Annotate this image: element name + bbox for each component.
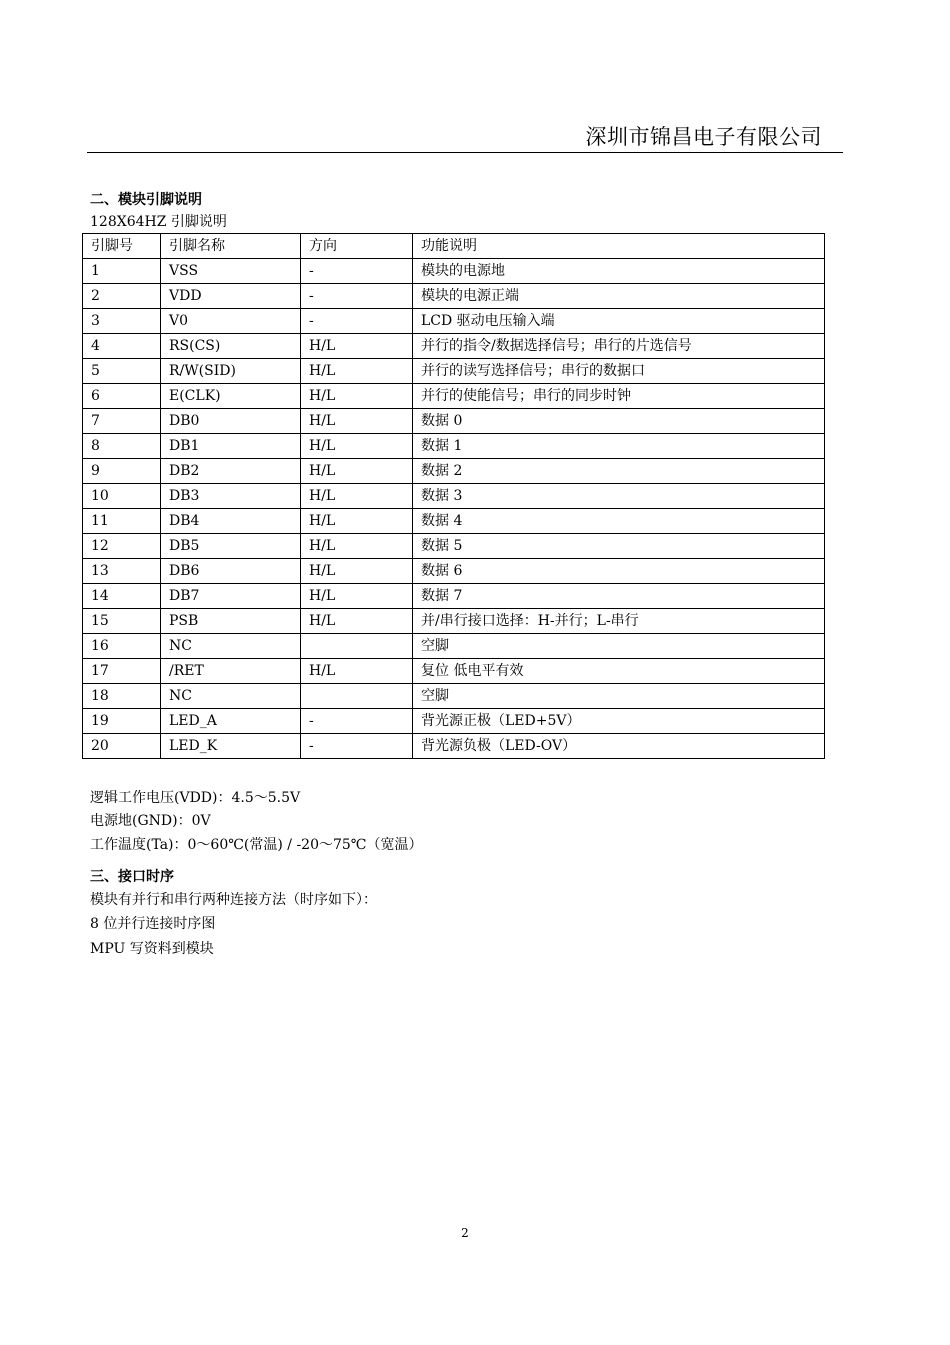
direction-cell: H/L bbox=[301, 584, 413, 609]
direction-cell: H/L bbox=[301, 559, 413, 584]
pin-number-cell: 3 bbox=[83, 309, 161, 334]
function-cell: 数据 7 bbox=[413, 584, 825, 609]
direction-cell: H/L bbox=[301, 659, 413, 684]
function-cell: 并行的使能信号；串行的同步时钟 bbox=[413, 384, 825, 409]
section-3-line-2: 8 位并行连接时序图 bbox=[90, 916, 216, 932]
company-name: 深圳市锦昌电子有限公司 bbox=[585, 125, 822, 149]
pin-name-cell: R/W(SID) bbox=[161, 359, 301, 384]
pin-number-cell: 2 bbox=[83, 284, 161, 309]
pin-name-cell: /RET bbox=[161, 659, 301, 684]
table-row bbox=[83, 534, 825, 559]
direction-cell: - bbox=[301, 259, 413, 284]
function-cell: 并行的指令/数据选择信号；串行的片选信号 bbox=[413, 334, 825, 359]
function-cell: 并行的读写选择信号；串行的数据口 bbox=[413, 359, 825, 384]
pin-number-cell: 20 bbox=[83, 734, 161, 759]
page-number: 2 bbox=[461, 1226, 469, 1240]
header-pin-number: 引脚号 bbox=[83, 234, 161, 259]
table-row bbox=[83, 484, 825, 509]
direction-cell: H/L bbox=[301, 409, 413, 434]
table-row bbox=[83, 384, 825, 409]
function-cell: LCD 驱动电压输入端 bbox=[413, 309, 825, 334]
pin-number-cell: 9 bbox=[83, 459, 161, 484]
function-cell: 数据 0 bbox=[413, 409, 825, 434]
direction-cell bbox=[301, 684, 413, 709]
table-caption: 128X64HZ 引脚说明 bbox=[90, 214, 227, 230]
pin-name-cell: V0 bbox=[161, 309, 301, 334]
pin-name-cell: DB3 bbox=[161, 484, 301, 509]
section-3-title: 三、接口时序 bbox=[90, 869, 174, 885]
note-vdd: 逻辑工作电压(VDD)：4.5～5.5V bbox=[90, 790, 301, 806]
table-row bbox=[83, 559, 825, 584]
pin-name-cell: VSS bbox=[161, 259, 301, 284]
header-direction: 方向 bbox=[301, 234, 413, 259]
pin-number-cell: 5 bbox=[83, 359, 161, 384]
table-row bbox=[83, 659, 825, 684]
direction-cell: H/L bbox=[301, 509, 413, 534]
note-gnd: 电源地(GND)：0V bbox=[90, 813, 211, 829]
table-row bbox=[83, 359, 825, 384]
direction-cell: H/L bbox=[301, 459, 413, 484]
table-row bbox=[83, 259, 825, 284]
pin-name-cell: RS(CS) bbox=[161, 334, 301, 359]
table-row bbox=[83, 634, 825, 659]
function-cell: 数据 6 bbox=[413, 559, 825, 584]
pin-name-cell: E(CLK) bbox=[161, 384, 301, 409]
function-cell: 并/串行接口选择：H-并行；L-串行 bbox=[413, 609, 825, 634]
function-cell: 复位 低电平有效 bbox=[413, 659, 825, 684]
table-header-row bbox=[83, 234, 825, 259]
function-cell: 空脚 bbox=[413, 684, 825, 709]
function-cell: 数据 5 bbox=[413, 534, 825, 559]
table-row bbox=[83, 409, 825, 434]
pin-number-cell: 1 bbox=[83, 259, 161, 284]
direction-cell: - bbox=[301, 734, 413, 759]
pin-number-cell: 16 bbox=[83, 634, 161, 659]
direction-cell: - bbox=[301, 709, 413, 734]
function-cell: 数据 3 bbox=[413, 484, 825, 509]
direction-cell: - bbox=[301, 309, 413, 334]
pin-number-cell: 17 bbox=[83, 659, 161, 684]
pin-name-cell: DB6 bbox=[161, 559, 301, 584]
pin-name-cell: VDD bbox=[161, 284, 301, 309]
pin-name-cell: PSB bbox=[161, 609, 301, 634]
pin-number-cell: 18 bbox=[83, 684, 161, 709]
table-row bbox=[83, 334, 825, 359]
pin-number-cell: 12 bbox=[83, 534, 161, 559]
note-temperature: 工作温度(Ta)：0～60℃(常温) / -20～75℃（宽温） bbox=[90, 837, 423, 853]
pin-number-cell: 14 bbox=[83, 584, 161, 609]
pin-name-cell: DB4 bbox=[161, 509, 301, 534]
function-cell: 背光源正极（LED+5V） bbox=[413, 709, 825, 734]
pin-number-cell: 19 bbox=[83, 709, 161, 734]
direction-cell bbox=[301, 634, 413, 659]
header-function: 功能说明 bbox=[413, 234, 825, 259]
direction-cell: H/L bbox=[301, 609, 413, 634]
function-cell: 模块的电源正端 bbox=[413, 284, 825, 309]
pin-number-cell: 15 bbox=[83, 609, 161, 634]
pin-number-cell: 8 bbox=[83, 434, 161, 459]
header-divider bbox=[87, 152, 843, 153]
pin-number-cell: 7 bbox=[83, 409, 161, 434]
pin-name-cell: DB1 bbox=[161, 434, 301, 459]
direction-cell: H/L bbox=[301, 534, 413, 559]
pin-name-cell: NC bbox=[161, 634, 301, 659]
pin-name-cell: DB0 bbox=[161, 409, 301, 434]
table-row bbox=[83, 434, 825, 459]
pin-number-cell: 4 bbox=[83, 334, 161, 359]
pin-name-cell: LED_K bbox=[161, 734, 301, 759]
function-cell: 背光源负极（LED-OV） bbox=[413, 734, 825, 759]
pin-number-cell: 11 bbox=[83, 509, 161, 534]
function-cell: 数据 4 bbox=[413, 509, 825, 534]
function-cell: 模块的电源地 bbox=[413, 259, 825, 284]
pin-name-cell: DB7 bbox=[161, 584, 301, 609]
table-row bbox=[83, 684, 825, 709]
section-3-line-1: 模块有并行和串行两种连接方法（时序如下）： bbox=[90, 892, 377, 908]
direction-cell: H/L bbox=[301, 484, 413, 509]
table-row bbox=[83, 309, 825, 334]
direction-cell: H/L bbox=[301, 334, 413, 359]
section-3-line-3: MPU 写资料到模块 bbox=[90, 941, 214, 957]
function-cell: 空脚 bbox=[413, 634, 825, 659]
table-row bbox=[83, 459, 825, 484]
table-row bbox=[83, 284, 825, 309]
pin-number-cell: 10 bbox=[83, 484, 161, 509]
pin-name-cell: LED_A bbox=[161, 709, 301, 734]
header-pin-name: 引脚名称 bbox=[161, 234, 301, 259]
function-cell: 数据 1 bbox=[413, 434, 825, 459]
function-cell: 数据 2 bbox=[413, 459, 825, 484]
table-row bbox=[83, 609, 825, 634]
direction-cell: H/L bbox=[301, 384, 413, 409]
pin-name-cell: DB5 bbox=[161, 534, 301, 559]
direction-cell: H/L bbox=[301, 359, 413, 384]
table-row bbox=[83, 584, 825, 609]
table-row bbox=[83, 509, 825, 534]
table-row bbox=[83, 734, 825, 759]
direction-cell: H/L bbox=[301, 434, 413, 459]
pin-table bbox=[82, 233, 825, 759]
pin-name-cell: DB2 bbox=[161, 459, 301, 484]
pin-name-cell: NC bbox=[161, 684, 301, 709]
table-row bbox=[83, 709, 825, 734]
pin-number-cell: 13 bbox=[83, 559, 161, 584]
direction-cell: - bbox=[301, 284, 413, 309]
section-2-title: 二、模块引脚说明 bbox=[90, 192, 202, 208]
pin-number-cell: 6 bbox=[83, 384, 161, 409]
